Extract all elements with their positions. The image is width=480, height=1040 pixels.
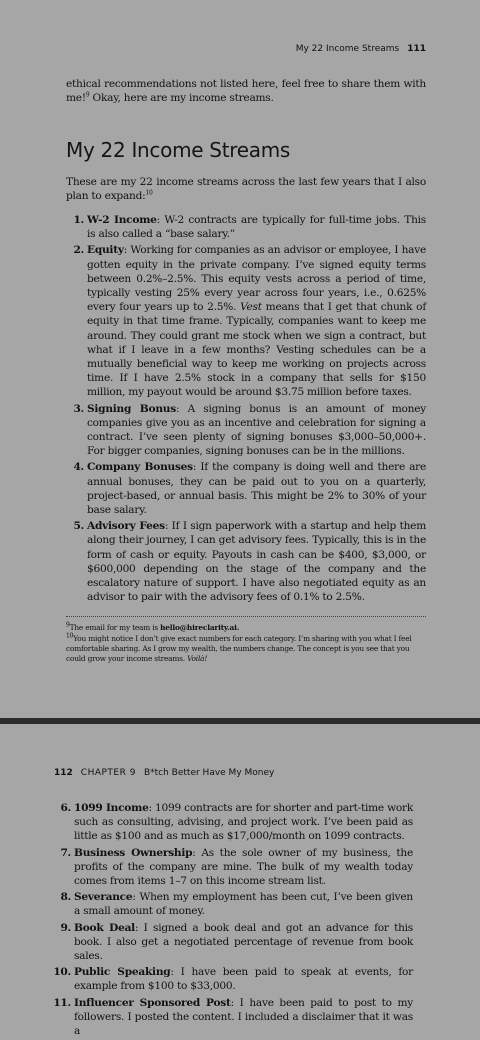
chapter-title: B*tch Better Have My Money bbox=[143, 768, 275, 778]
footnote-marker: 9 bbox=[66, 621, 70, 629]
item-text: : I signed a book deal and got an advance for this book. I also get a negotiated percentage of revenue from book sales. bbox=[74, 921, 413, 963]
email-link[interactable]: hello@hireclarity.ai. bbox=[160, 623, 240, 632]
intro-tail: Okay, here are my income streams. bbox=[89, 92, 274, 105]
item-number: 10. bbox=[53, 966, 71, 979]
item-text: : I have been paid to speak at events, for example from $100 to $33,000. bbox=[74, 966, 413, 993]
item-italic: Vest bbox=[240, 301, 262, 314]
item-title: Business Ownership bbox=[74, 846, 193, 859]
chapter-label: CHAPTER 9 bbox=[80, 768, 136, 778]
intro-paragraph bbox=[66, 77, 426, 105]
page-112-clip bbox=[0, 724, 480, 1038]
item-text: : Working for companies as an advisor or employee, I have gotten equity in the private company. I’ve signed equity terms between 0.2%–2.5%. This equity vests across a period of time, typically vesting 25% every year across four years, i.e., 0.625% every four years up to 2.5%. bbox=[87, 244, 426, 314]
item-title: Advisory Fees bbox=[87, 520, 165, 533]
footnote-text: You might notice I don’t give exact numbers for each category. I’m sharing with you what I feel comfortable sharing. As I grow my wealth, the numbers change. The concept is you see that you could grow your income streams. bbox=[66, 634, 412, 663]
item-text: : When my employment has been cut, I’ve been given a small amount of money. bbox=[74, 891, 413, 918]
item-number: 6. bbox=[60, 802, 71, 814]
item-title: Public Speaking bbox=[74, 966, 171, 979]
footnote-10 bbox=[66, 634, 426, 664]
list-item bbox=[66, 213, 426, 241]
item-text: : As the sole owner of my business, the profits of the company are mine. The bulk of my wealth today comes from items 1–7 on this income stream list. bbox=[74, 846, 413, 888]
footnote-marker: 10 bbox=[66, 632, 74, 640]
item-number: 8. bbox=[60, 891, 71, 904]
intro-text: ethical recommendations not listed here, feel free to share them with me! bbox=[66, 78, 426, 105]
footnote-italic: Voilà! bbox=[187, 654, 208, 663]
item-number: 4. bbox=[73, 461, 84, 474]
item-title: 1099 Income bbox=[74, 802, 149, 814]
section-intro bbox=[66, 175, 426, 203]
list-item bbox=[52, 846, 413, 889]
item-title: Severance bbox=[74, 891, 133, 904]
item-title: Influencer Sponsored Post bbox=[74, 996, 231, 1009]
item-text: : If I sign paperwork with a startup and help them along their journey, I can get advisory fees. Typically, this is in the form of cash or equity. Payouts in cash can be $400, $3,000, or $600,000 depending on the stage of the company and the escalatory nature of support. I have also negotiated equity as an advisor to pair with the advisory fees of 0.1% to 2.5%. bbox=[87, 520, 427, 604]
item-number: 7. bbox=[60, 846, 71, 859]
item-number: 11. bbox=[53, 996, 71, 1009]
item-number: 3. bbox=[73, 402, 84, 415]
list-item bbox=[52, 996, 413, 1039]
item-title: W-2 Income bbox=[87, 214, 157, 226]
item-title: Signing Bonus bbox=[87, 402, 176, 415]
item-title: Equity bbox=[87, 244, 124, 257]
footnote-9 bbox=[66, 623, 426, 633]
list-item bbox=[66, 519, 426, 604]
list-item bbox=[66, 402, 426, 459]
income-stream-list-b bbox=[52, 801, 413, 1040]
list-item bbox=[66, 243, 426, 399]
item-text: : If the company is doing well and there are annual bonuses, they can be paid out to you on a quarterly, project-based, or annual basis. This might be 2% to 30% of your base salary. bbox=[87, 461, 426, 517]
item-text: : I have been paid to post to my followers. I posted the content. I included a disclaimer that it was a bbox=[74, 996, 413, 1038]
page-number: 112 bbox=[54, 768, 73, 778]
footnote-ref-9[interactable]: 9 bbox=[85, 91, 90, 99]
item-title: Book Deal bbox=[74, 921, 135, 934]
income-stream-list-a bbox=[66, 213, 426, 606]
list-item bbox=[52, 921, 413, 964]
footnote-divider bbox=[66, 616, 426, 617]
footnote-ref-10[interactable]: 10 bbox=[145, 189, 153, 197]
footnotes bbox=[66, 623, 426, 665]
section-intro-text: These are my 22 income streams across the last few years that I also plan to expand: bbox=[66, 176, 426, 203]
list-item bbox=[66, 460, 426, 517]
item-text: : A signing bonus is an amount of money companies give you as an incentive and celebration for signing a contract. I’ve seen plenty of signing bonuses $3,000–50,000+. For bigger companies, signing bonuses can be in the millions. bbox=[87, 402, 426, 458]
item-number: 9. bbox=[60, 921, 71, 934]
list-item bbox=[52, 890, 413, 918]
item-text: means that I get that chunk of equity in that time frame. Typically, companies want to keep me around. They could grant me stock when we sign a contract, but what if I leave in a few months? Vesting schedules can be a mutually beneficial way to keep me working on projects across time. If I have 2.5% stock in a company that sells for $150 million, my payout would be around $3.75 million before taxes. bbox=[87, 301, 426, 399]
item-text: : 1099 contracts are for shorter and part-time work such as consulting, advising, and project work. I’ve been paid as little as $100 and as much as $17,000/month on 1099 contracts. bbox=[74, 802, 414, 843]
item-title: Company Bonuses bbox=[87, 461, 193, 474]
section-heading: My 22 Income Streams bbox=[66, 138, 290, 162]
list-item bbox=[52, 965, 413, 993]
running-head-title: My 22 Income Streams bbox=[295, 44, 400, 54]
list-item bbox=[52, 801, 413, 844]
footnote-text: The email for my team is bbox=[69, 623, 161, 632]
page-number: 111 bbox=[407, 44, 426, 54]
item-text: : W-2 contracts are typically for full-time jobs. This is also called a “base salary.” bbox=[87, 214, 426, 241]
item-number: 1. bbox=[73, 214, 84, 226]
running-head bbox=[296, 44, 426, 54]
item-number: 5. bbox=[73, 520, 84, 533]
item-number: 2. bbox=[73, 244, 84, 257]
